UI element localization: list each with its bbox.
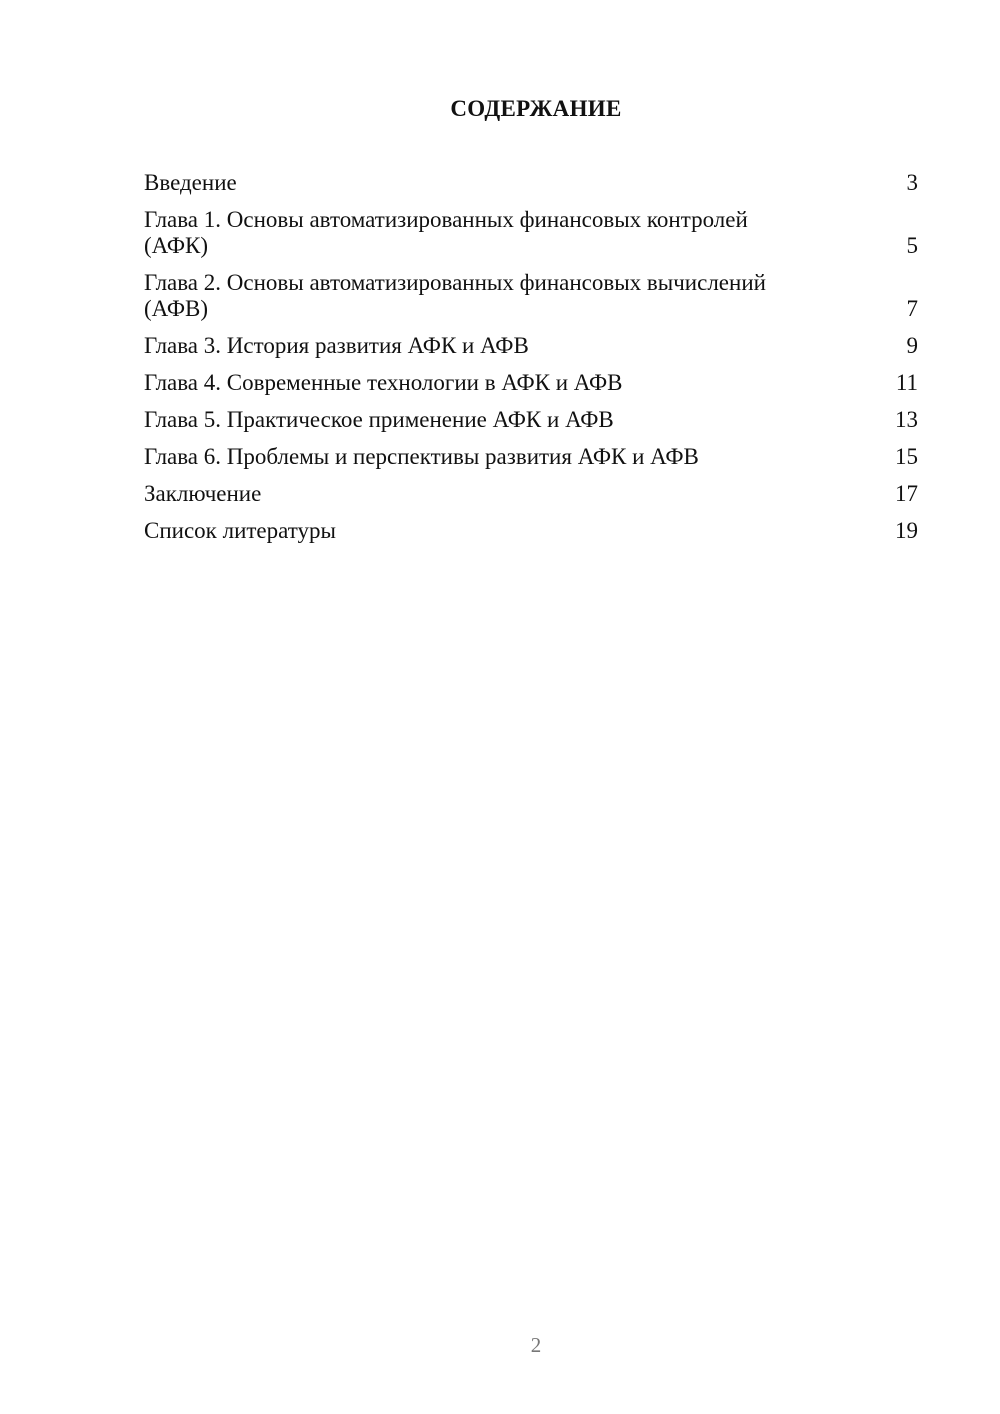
toc-entry-chapter-4: [144, 370, 918, 396]
toc-entry-text: Глава 2. Основы автоматизированных финансовых вычислений (АФВ): [144, 270, 766, 321]
toc-entry-text: Заключение: [144, 481, 262, 506]
toc-entry-conclusion: [144, 481, 918, 507]
toc-entry-introduction: [144, 170, 918, 196]
toc-entry-page: 15: [895, 444, 918, 469]
table-of-contents: [144, 170, 918, 555]
toc-entry-page: 19: [895, 518, 918, 543]
toc-entry-text: Введение: [144, 170, 237, 195]
toc-entry-chapter-2: [144, 270, 918, 322]
toc-entry-chapter-1: [144, 207, 918, 259]
toc-entry-page: 5: [906, 233, 918, 258]
page-number: 2: [530, 1333, 542, 1357]
toc-entry-page: 7: [906, 296, 918, 321]
toc-entry-page: 11: [895, 370, 918, 395]
toc-entry-chapter-3: [144, 333, 918, 359]
page-title: СОДЕРЖАНИЕ: [450, 96, 622, 121]
toc-entry-text: Глава 1. Основы автоматизированных финансовых контролей (АФК): [144, 207, 748, 258]
toc-entry-chapter-5: [144, 407, 918, 433]
toc-entry-text: Список литературы: [144, 518, 336, 543]
toc-entry-chapter-6: [144, 444, 918, 470]
toc-entry-text: Глава 4. Современные технологии в АФК и АФВ: [144, 370, 623, 395]
toc-entry-text: Глава 5. Практическое применение АФК и АФВ: [144, 407, 614, 432]
toc-entry-text: Глава 6. Проблемы и перспективы развития АФК и АФВ: [144, 444, 699, 469]
toc-entry-page: 13: [895, 407, 918, 432]
toc-entry-references: [144, 518, 918, 544]
toc-entry-page: 17: [895, 481, 918, 506]
toc-entry-page: 9: [906, 333, 918, 358]
toc-entry-page: 3: [906, 170, 918, 195]
toc-entry-text: Глава 3. История развития АФК и АФВ: [144, 333, 529, 358]
